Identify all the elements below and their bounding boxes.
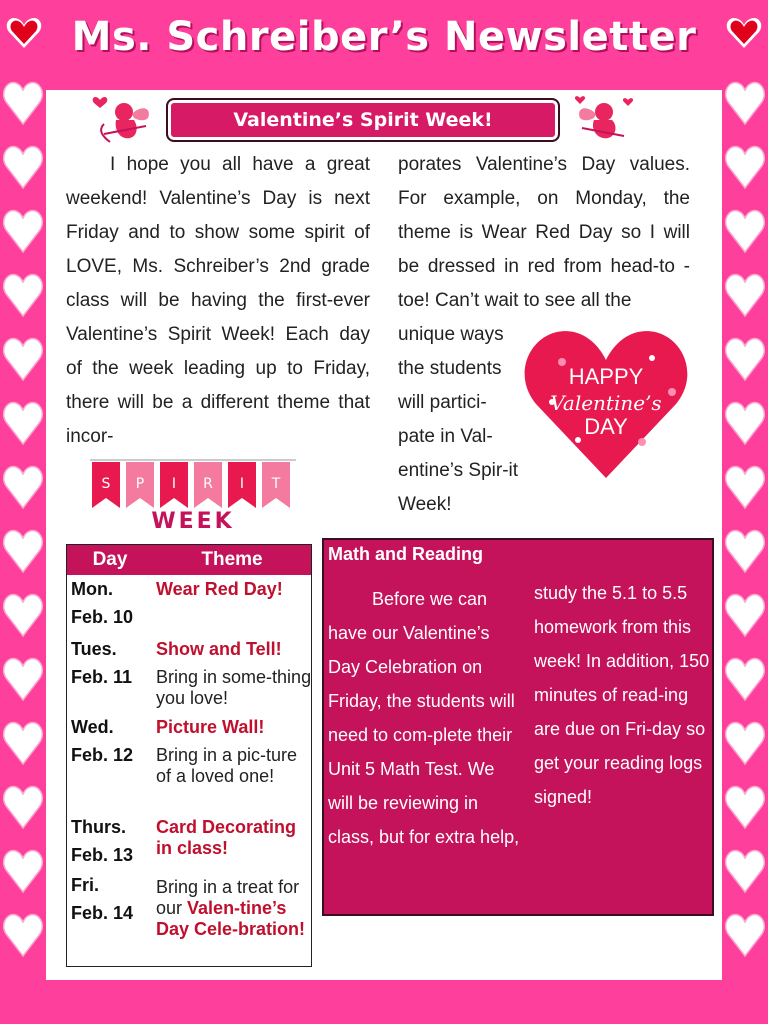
white-heart-icon <box>3 80 43 126</box>
white-heart-icon <box>725 912 765 958</box>
spirit-week-word: WEEK <box>151 509 235 534</box>
theme-table-header-day: Day <box>92 549 128 570</box>
theme-table-header <box>67 545 311 575</box>
row-date: Feb. 10 <box>71 607 134 627</box>
newsletter-page <box>46 90 722 980</box>
happy-valentines-day-heart-icon <box>522 322 690 482</box>
white-heart-icon <box>725 656 765 702</box>
heart-text-day: DAY <box>584 414 628 439</box>
red-heart-icon <box>726 16 762 50</box>
row-description-text: Bring in a treat for our <box>156 877 300 918</box>
bunting-letter: R <box>203 476 213 492</box>
row-description: Bring in some-thing you love! <box>156 667 312 708</box>
spirit-week-bunting-icon <box>90 456 296 536</box>
right-heart-border <box>722 80 768 976</box>
white-heart-icon <box>3 784 43 830</box>
white-heart-icon <box>725 592 765 638</box>
row-day: Fri. <box>71 875 100 895</box>
theme-table <box>66 544 312 967</box>
row-theme: Picture Wall! <box>156 717 265 737</box>
spirit-week-banner: Valentine’s Spirit Week! <box>166 98 560 142</box>
row-description: Bring in a pic-ture of a loved one! <box>156 745 298 786</box>
white-heart-icon <box>725 80 765 126</box>
row-date: Feb. 11 <box>71 667 133 687</box>
row-theme: Wear Red Day! <box>156 579 283 599</box>
math-reading-column-1: Before we can have our Valentine’s Day Celebration on Friday, the students will need to com-plete their Unit 5 Math Test. We will be reviewing in class, but for extra help, <box>328 589 520 847</box>
white-heart-icon <box>725 528 765 574</box>
article-column-1: I hope you all have a great weekend! Valentine’s Day is next Friday and to show some spirit of LOVE, Ms. Schreiber’s 2nd grade class will be having the first-ever Valentine’s Spirit Week! Each day of the week leading up to Friday, there will be a different theme that incor- <box>66 154 370 447</box>
white-heart-icon <box>725 272 765 318</box>
row-day: Mon. <box>71 579 113 599</box>
math-reading-column-2: study the 5.1 to 5.5 homework from this week! In addition, 150 minutes of read-ing are due on Fri-day so get your reading logs signed! <box>534 583 710 807</box>
bunting-letter: P <box>135 476 145 492</box>
white-heart-icon <box>3 848 43 894</box>
row-day: Wed. <box>71 717 114 737</box>
white-heart-icon <box>3 272 43 318</box>
white-heart-icon <box>725 400 765 446</box>
math-reading-box <box>322 538 714 916</box>
white-heart-icon <box>3 720 43 766</box>
red-heart-icon <box>6 16 42 50</box>
bunting-letter: I <box>171 476 177 492</box>
row-theme: Show and Tell! <box>156 639 282 659</box>
white-heart-icon <box>725 144 765 190</box>
row-description-highlight: Valen-tine’s Day Cele-bration! <box>156 898 306 939</box>
white-heart-icon <box>3 144 43 190</box>
cupid-icon <box>90 90 154 146</box>
row-day: Tues. <box>71 639 117 659</box>
bunting-letter: S <box>101 476 111 492</box>
theme-table-header-theme: Theme <box>201 549 263 570</box>
row-date: Feb. 12 <box>71 745 134 765</box>
white-heart-icon <box>3 208 43 254</box>
white-heart-icon <box>3 656 43 702</box>
white-heart-icon <box>725 464 765 510</box>
left-heart-border <box>0 80 46 976</box>
cupid-icon <box>574 90 638 146</box>
article-column-2-bottom: unique ways the students will partici-pate in Val-entine’s Spir-it Week! <box>398 324 519 515</box>
bunting-letter: I <box>239 476 245 492</box>
bunting-letter: T <box>271 476 281 492</box>
newsletter-title: Ms. Schreiber’s Newsletter <box>71 14 697 60</box>
title-bar <box>0 0 768 84</box>
heart-text-happy: HAPPY <box>568 364 644 389</box>
white-heart-icon <box>725 336 765 382</box>
white-heart-icon <box>3 592 43 638</box>
white-heart-icon <box>3 400 43 446</box>
row-description <box>156 877 312 940</box>
white-heart-icon <box>725 208 765 254</box>
article-column-2-top: porates Valentine’s Day values. For example, on Monday, the theme is Wear Red Day so I will be dressed in red from head-to -toe! Can’t wait to see all the <box>398 154 690 311</box>
row-day: Thurs. <box>71 817 127 837</box>
white-heart-icon <box>3 464 43 510</box>
white-heart-icon <box>725 720 765 766</box>
heart-text-valentines: Valentine’s <box>550 391 662 415</box>
row-date: Feb. 14 <box>71 903 134 923</box>
row-theme: Card Decorating in class! <box>156 817 297 858</box>
row-date: Feb. 13 <box>71 845 134 865</box>
white-heart-icon <box>3 336 43 382</box>
white-heart-icon <box>725 784 765 830</box>
white-heart-icon <box>3 912 43 958</box>
white-heart-icon <box>725 848 765 894</box>
white-heart-icon <box>3 528 43 574</box>
math-reading-title: Math and Reading <box>328 544 484 564</box>
